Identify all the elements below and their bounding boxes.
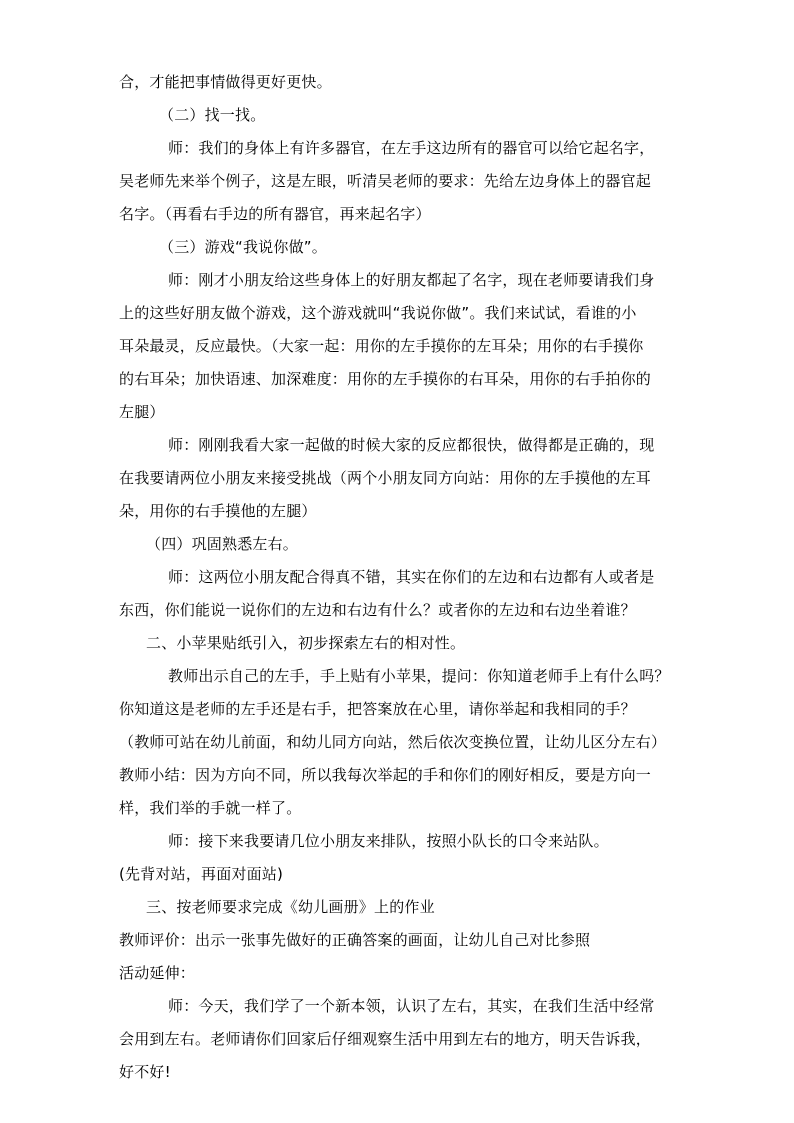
text-line: 名字。（再看右手边的所有器官，再来起名字） [119, 205, 431, 223]
text-line: 上的这些好朋友做个游戏，这个游戏就叫“我说你做”。我们来试试，看谁的小 [119, 304, 637, 322]
text-line: 吴老师先来举个例子，这是左眼，听清吴老师的要求：先给左边身体上的器官起 [119, 172, 652, 190]
text-line: 活动延伸： [119, 964, 196, 982]
text-line: 左腿） [119, 403, 165, 421]
text-line: 教师评价：出示一张事先做好的正确答案的画面，让幼儿自己对比参照 [119, 931, 591, 949]
section-heading: （二）找一找。 [159, 106, 266, 124]
text-line: 师：这两位小朋友配合得真不错，其实在你们的左边和右边都有人或者是 [168, 568, 655, 586]
section-heading: 二、小苹果贴纸引入，初步探索左右的相对性。 [146, 634, 466, 652]
text-line: 耳朵最灵，反应最快。（大家一起：用你的左手摸你的左耳朵；用你的右手摸你 [119, 337, 644, 355]
text-line: 在我要请两位小朋友来接受挑战（两个小朋友同方向站：用你的左手摸他的左耳 [119, 469, 652, 487]
text-line: 东西，你们能说一说你们的左边和右边有什么？或者你的左边和右边坐着谁？ [119, 601, 636, 619]
text-line: 你知道这是老师的左手还是右手，把答案放在心里，请你举起和我相同的手？ [119, 700, 636, 718]
text-line: 师：我们的身体上有许多器官，在左手这边所有的器官可以给它起名字， [168, 139, 655, 157]
text-line: 的右耳朵；加快语速、加深难度：用你的左手摸你的右耳朵，用你的右手拍你的 [119, 370, 652, 388]
text-line: (先背对站，再面对面站) [119, 865, 284, 883]
text-line: 教师出示自己的左手，手上贴有小苹果，提问：你知道老师手上有什么吗？ [168, 667, 670, 685]
text-line: 师：刚才小朋友给这些身体上的好朋友都起了名字，现在老师要请我们身 [168, 271, 655, 289]
text-line: 师：刚刚我看大家一起做的时候大家的反应都很快，做得都是正确的，现 [168, 436, 655, 454]
section-heading: 三、按老师要求完成《幼儿画册》上的作业 [146, 898, 435, 916]
text-line: 好不好! [119, 1063, 171, 1081]
text-line: 会用到左右。老师请你们回家后仔细观察生活中用到左右的地方，明天告诉我， [119, 1030, 652, 1048]
text-line: 样，我们举的手就一样了。 [119, 799, 302, 817]
text-line: 朵，用你的右手摸他的左腿） [119, 502, 317, 520]
section-heading: （三）游戏“我说你做”。 [159, 238, 327, 256]
text-line: 师：接下来我要请几位小朋友来排队，按照小队长的口令来站队。 [168, 832, 609, 850]
text-line: 教师小结：因为方向不同，所以我每次举起的手和你们的刚好相反，要是方向一 [119, 766, 652, 784]
text-line: （教师可站在幼儿前面，和幼儿同方向站，然后依次变换位置，让幼儿区分左右） [119, 733, 667, 751]
text-line: 师：今天，我们学了一个新本领，认识了左右，其实，在我们生活中经常 [168, 997, 655, 1015]
section-heading: （四）巩固熟悉左右。 [146, 535, 299, 553]
text-line: 合，才能把事情做得更好更快。 [119, 73, 332, 91]
